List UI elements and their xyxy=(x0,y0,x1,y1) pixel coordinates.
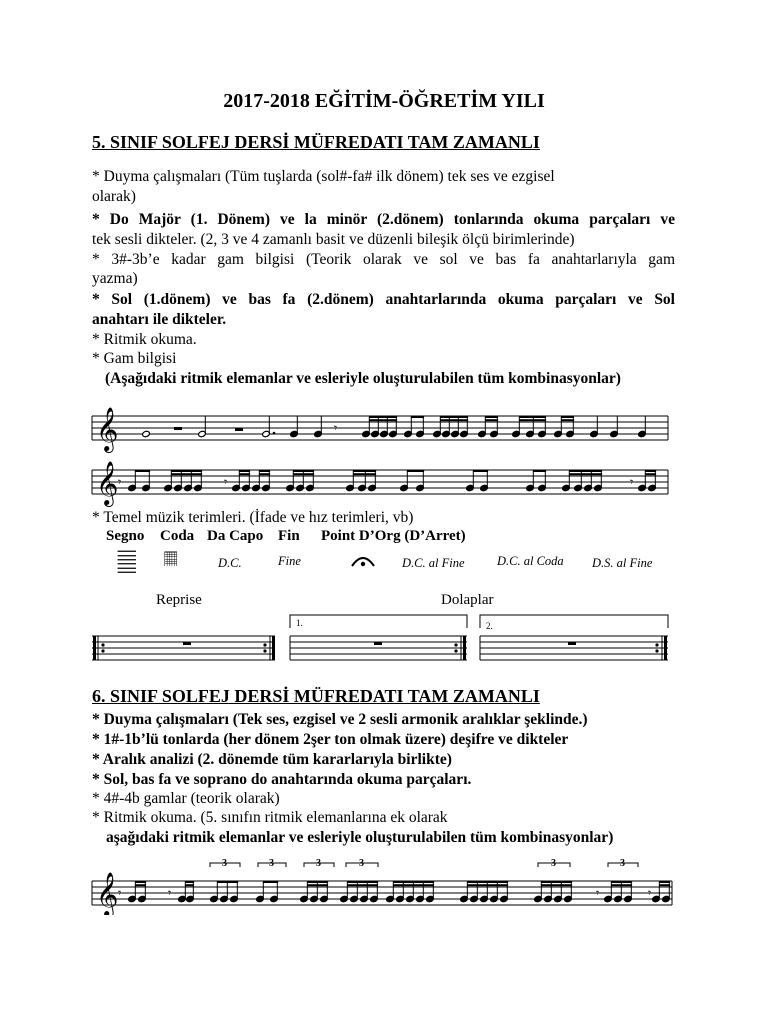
volta-2-label: 2. xyxy=(486,621,493,631)
triplet-mark: 3 xyxy=(359,858,364,869)
term-label-point-dorg: Point D’Org (D’Arret) xyxy=(321,528,466,544)
segno-icon: 𝄛 xyxy=(118,548,136,573)
grade6-rhythm-staff xyxy=(90,855,680,915)
triplet-mark: 3 xyxy=(222,858,227,869)
treble-clef-icon: 𝄞 xyxy=(96,874,119,915)
triplet-mark: 3 xyxy=(551,858,556,869)
grade5-line-6: yazma) xyxy=(92,270,138,287)
term-symbol-fine: Fine xyxy=(278,554,301,568)
grade5-line-1: * Duyma çalışmaları (Tüm tuşlarda (sol#-fa# ilk dönem) tek ses ve ezgisel xyxy=(92,168,555,185)
rest-icon: 𝄾 xyxy=(334,421,338,435)
terms-heading: * Temel müzik terimleri. (İfade ve hız terimleri, vb) xyxy=(92,509,414,526)
term-label-fin: Fin xyxy=(278,528,300,544)
grade6-heading: 6. SINIF SOLFEJ DERSİ MÜFREDATI TAM ZAMANLI xyxy=(92,686,540,706)
rest-icon: 𝄾 xyxy=(118,886,122,900)
grade5-line-5: * 3#-3b’e kadar gam bilgisi (Teorik olarak ve sol ve bas fa anahtarlarıyla gam xyxy=(92,251,675,268)
grade5-line-8: anahtarı ile dikteler. xyxy=(92,311,227,328)
grade5-line-10: * Gam bilgisi xyxy=(92,350,177,367)
volta-1-label: 1. xyxy=(296,618,303,628)
repeat-volta-staves xyxy=(90,610,680,670)
grade6-line-3: * Aralık analizi (2. dönemde tüm kararlarıyla birlikte) xyxy=(92,751,452,768)
grade6-line-5: * 4#-4b gamlar (teorik olarak) xyxy=(92,790,280,807)
term-label-dacapo: Da Capo xyxy=(207,528,264,544)
triplet-mark: 3 xyxy=(269,858,274,869)
grade6-line-4: * Sol, bas fa ve soprano do anahtarında okuma parçaları. xyxy=(92,771,472,788)
fermata-icon xyxy=(350,552,376,568)
rest-icon: 𝄾 xyxy=(648,886,652,900)
grade5-rhythm-staves xyxy=(90,400,680,510)
grade5-line-4: tek sesli dikteler. (2, 3 ve 4 zamanlı basit ve düzenli bileşik ölçü birimlerinde) xyxy=(92,231,575,248)
rest-icon: 𝄾 xyxy=(118,475,122,489)
grade6-line-7: aşağıdaki ritmik elemanlar ve esleriyle oluşturulabilen tüm kombinasyonlar) xyxy=(106,829,614,846)
coda-icon: 𝄜 xyxy=(164,549,178,571)
page-title: 2017-2018 EĞİTİM-ÖĞRETİM YILI xyxy=(223,90,545,112)
note-head xyxy=(142,430,151,437)
rest-icon: 𝄾 xyxy=(168,886,172,900)
triplet-mark: 3 xyxy=(620,858,625,869)
grade6-line-1: * Duyma çalışmaları (Tek ses, ezgisel ve 2 sesli armonik aralıklar şeklinde.) xyxy=(92,711,588,728)
treble-clef-icon: 𝄞 xyxy=(96,463,119,505)
rest-icon: 𝄾 xyxy=(224,475,228,489)
grade5-heading: 5. SINIF SOLFEJ DERSİ MÜFREDATI TAM ZAMANLI xyxy=(92,132,540,152)
treble-clef-icon: 𝄞 xyxy=(96,409,119,451)
rest-icon: 𝄾 xyxy=(596,886,600,900)
grade6-line-2: * 1#-1b’lü tonlarda (her dönem 2şer ton olmak üzere) deşifre ve dikteler xyxy=(92,731,569,748)
dolaplar-label: Dolaplar xyxy=(441,592,494,608)
reprise-label: Reprise xyxy=(156,592,202,608)
term-label-segno: Segno xyxy=(106,528,145,544)
triplet-mark: 3 xyxy=(316,858,321,869)
term-symbol-dc: D.C. xyxy=(218,556,242,570)
term-label-coda: Coda xyxy=(160,528,195,544)
grade5-line-9: * Ritmik okuma. xyxy=(92,331,197,348)
grade5-line-7: * Sol (1.dönem) ve bas fa (2.dönem) anahtarlarında okuma parçaları ve Sol xyxy=(92,291,675,308)
grade5-line-2: olarak) xyxy=(92,188,136,205)
rest-icon: 𝄾 xyxy=(630,475,634,489)
grade5-line-11: (Aşağıdaki ritmik elemanlar ve esleriyle oluşturulabilen tüm kombinasyonlar) xyxy=(105,370,621,387)
term-symbol-dc-al-fine: D.C. al Fine xyxy=(402,556,465,570)
term-symbol-ds-al-fine: D.S. al Fine xyxy=(592,556,653,570)
grade5-line-3: * Do Majör (1. Dönem) ve la minör (2.dönem) tonlarında okuma parçaları ve xyxy=(92,211,675,228)
term-symbol-dc-al-coda: D.C. al Coda xyxy=(497,554,564,568)
grade6-line-6: * Ritmik okuma. (5. sınıfın ritmik elemanlarına ek olarak xyxy=(92,809,448,826)
